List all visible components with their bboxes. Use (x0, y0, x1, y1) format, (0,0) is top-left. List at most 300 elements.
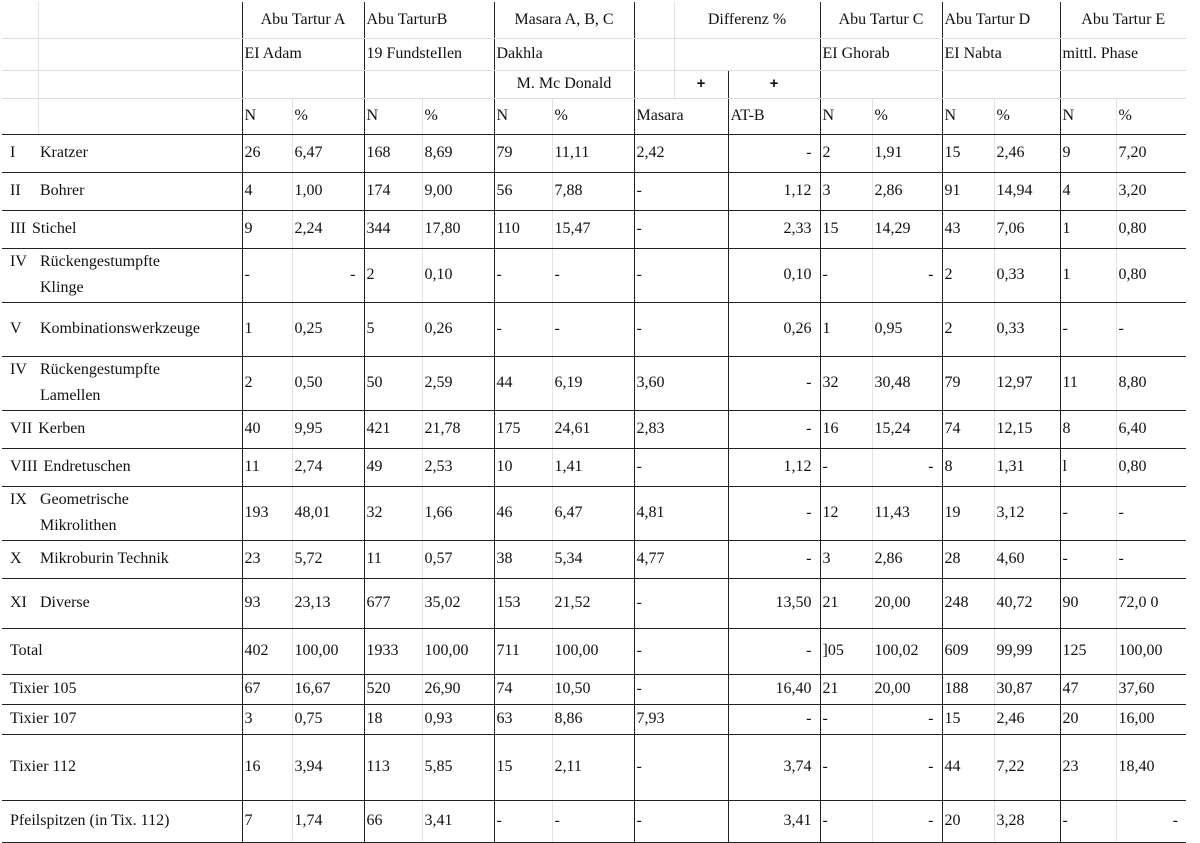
table-cell: - (634, 800, 728, 842)
row-label (2, 172, 242, 210)
table-cell: 174 (364, 172, 422, 210)
row-label (2, 134, 242, 172)
table-cell: - (634, 628, 728, 674)
table-cell: 24,61 (552, 410, 634, 448)
table-cell: 15,24 (872, 410, 942, 448)
table-cell: 7,06 (994, 210, 1060, 248)
header-cell-empty (38, 98, 242, 134)
table-cell: - (728, 704, 820, 734)
table-cell: 63 (494, 704, 552, 734)
table-cell: 16 (820, 410, 872, 448)
row-label-line (10, 550, 169, 567)
table-row (2, 302, 1186, 356)
table-cell: 23 (1060, 734, 1116, 800)
header-n: N (820, 98, 872, 134)
table-cell: - (1060, 800, 1116, 842)
header-cell-empty (2, 2, 38, 38)
table-cell: 125 (1060, 628, 1116, 674)
table-cell: 44 (494, 356, 552, 410)
header-n: N (942, 98, 994, 134)
header-site: Abu Tartur C (820, 2, 942, 38)
table-cell: 1 (1060, 210, 1116, 248)
table-cell: - (634, 578, 728, 628)
row-label-text: Rückengestumpfte (40, 253, 160, 270)
table-cell: 74 (494, 674, 552, 704)
row-label (2, 734, 242, 800)
table-cell: 13,50 (728, 578, 820, 628)
table-cell: 421 (364, 410, 422, 448)
table-cell: - (728, 134, 820, 172)
table-cell: 2,74 (292, 448, 364, 486)
header-cell-empty (242, 70, 364, 98)
table-cell: 40 (242, 410, 292, 448)
header-masara: Masara (634, 98, 728, 134)
table-cell: 4,60 (994, 540, 1060, 578)
row-label-line (10, 594, 90, 611)
row-label-text: Diverse (40, 594, 90, 611)
table-cell: 1,74 (292, 800, 364, 842)
table-cell: 7,20 (1116, 134, 1186, 172)
row-numeral: IV (10, 361, 27, 378)
table-cell: 6,47 (552, 486, 634, 540)
table-cell: 4,77 (634, 540, 728, 578)
table-cell: 2,86 (872, 540, 942, 578)
table-cell: 74 (942, 410, 994, 448)
table-cell: 153 (494, 578, 552, 628)
row-label-line (10, 710, 77, 727)
table-cell: 0,93 (422, 704, 494, 734)
table-cell: 38 (494, 540, 552, 578)
header-percent: % (422, 98, 494, 134)
table-cell: 26,90 (422, 674, 494, 704)
table-cell: 8 (1060, 410, 1116, 448)
header-row-3 (2, 70, 1186, 98)
table-cell: 10 (494, 448, 552, 486)
table-cell: 2,42 (634, 134, 728, 172)
table-cell: 28 (942, 540, 994, 578)
header-cell-empty (2, 70, 38, 98)
row-label-text: Tixier 105 (10, 680, 77, 697)
table-cell: 9 (1060, 134, 1116, 172)
row-label-line (10, 220, 76, 237)
table-cell: 17,80 (422, 210, 494, 248)
header-location: 19 FundsteIlen (364, 38, 494, 70)
row-label (2, 540, 242, 578)
table-cell: 66 (364, 800, 422, 842)
table-cell: - (1060, 486, 1116, 540)
table-cell: 0,10 (728, 248, 820, 302)
table-cell: 23,13 (292, 578, 364, 628)
table-cell: - (1060, 540, 1116, 578)
row-label-line (10, 144, 88, 161)
table-cell: - (820, 800, 872, 842)
table-cell: 5,72 (292, 540, 364, 578)
header-cell-empty (634, 38, 674, 70)
table-cell: 0,80 (1116, 448, 1186, 486)
table-cell: 14,29 (872, 210, 942, 248)
table-cell: 4 (1060, 172, 1116, 210)
table-cell: 6,47 (292, 134, 364, 172)
artifact-table (2, 2, 1186, 843)
table-cell: 0,25 (292, 302, 364, 356)
table-cell: 15 (820, 210, 872, 248)
table-cell: 30,48 (872, 356, 942, 410)
table-cell: 3 (820, 540, 872, 578)
table-cell: 5,34 (552, 540, 634, 578)
table-cell: 2,86 (872, 172, 942, 210)
header-location: mittl. Phase (1060, 38, 1186, 70)
table-row (2, 578, 1186, 628)
table-cell: 3,41 (728, 800, 820, 842)
table-cell: 6,19 (552, 356, 634, 410)
row-label-text: Pfeilspitzen (in Tix. 112) (10, 812, 170, 829)
table-cell: 3,74 (728, 734, 820, 800)
header-site: Abu Tartur D (942, 2, 1060, 38)
table-cell: - (494, 248, 552, 302)
row-numeral: IX (10, 491, 27, 508)
header-site: Abu Tartur E (1060, 2, 1186, 38)
table-cell: 72,0 0 (1116, 578, 1186, 628)
table-cell: 110 (494, 210, 552, 248)
table-cell: - (728, 628, 820, 674)
row-numeral: I (10, 144, 16, 161)
table-cell: 50 (364, 356, 422, 410)
table-cell: 1,31 (994, 448, 1060, 486)
table-row (2, 540, 1186, 578)
table-cell: - (634, 674, 728, 704)
row-label (2, 356, 242, 410)
table-cell: - (494, 302, 552, 356)
table-cell: 8,86 (552, 704, 634, 734)
row-label-line (10, 680, 77, 697)
row-label-continuation: Lamellen (40, 387, 101, 404)
row-label (2, 448, 242, 486)
table-row (2, 674, 1186, 704)
table-cell: 12,15 (994, 410, 1060, 448)
table-cell: 3,12 (994, 486, 1060, 540)
table-cell: 11 (1060, 356, 1116, 410)
header-location: EI Nabta (942, 38, 1060, 70)
row-label-line (10, 253, 160, 270)
table-cell: 344 (364, 210, 422, 248)
table-cell: 0,33 (994, 302, 1060, 356)
header-percent: % (552, 98, 634, 134)
table-cell: 3,41 (422, 800, 494, 842)
table-row (2, 486, 1186, 540)
table-row (2, 800, 1186, 842)
table-cell: 37,60 (1116, 674, 1186, 704)
table-cell: 0,95 (872, 302, 942, 356)
header-location: Dakhla (494, 38, 634, 70)
table-cell: - (242, 248, 292, 302)
table-cell: 4 (242, 172, 292, 210)
table-cell: 175 (494, 410, 552, 448)
table-cell: 12 (820, 486, 872, 540)
header-cell-empty (38, 70, 242, 98)
table-cell: 90 (1060, 578, 1116, 628)
table-row (2, 448, 1186, 486)
table-cell: 2,46 (994, 704, 1060, 734)
table-cell: - (728, 410, 820, 448)
row-label-line (10, 491, 129, 508)
row-label-line (10, 642, 43, 659)
row-label (2, 302, 242, 356)
table-cell: 11,43 (872, 486, 942, 540)
table-cell: 188 (942, 674, 994, 704)
table-cell: 3,20 (1116, 172, 1186, 210)
table-cell: 7,22 (994, 734, 1060, 800)
table-cell: 1,12 (728, 448, 820, 486)
table-cell: 21 (820, 578, 872, 628)
row-label (2, 210, 242, 248)
table-cell: 2,33 (728, 210, 820, 248)
table-cell: 79 (942, 356, 994, 410)
table-row (2, 210, 1186, 248)
row-numeral: XI (10, 594, 27, 611)
table-cell: 11,11 (552, 134, 634, 172)
table-cell: 16 (242, 734, 292, 800)
table-cell: 9 (242, 210, 292, 248)
row-label-line (10, 812, 169, 829)
table-cell: 8 (942, 448, 994, 486)
header-percent: % (872, 98, 942, 134)
table-cell: 32 (364, 486, 422, 540)
table-cell: 9,95 (292, 410, 364, 448)
table-cell: - (872, 248, 942, 302)
table-cell: 20 (1060, 704, 1116, 734)
row-numeral: IV (10, 253, 27, 270)
row-label-line (10, 758, 76, 775)
table-cell: 2,53 (422, 448, 494, 486)
row-numeral: II (10, 182, 21, 199)
table-cell: 2 (364, 248, 422, 302)
header-cell-empty (2, 38, 38, 70)
table-cell: 100,00 (292, 628, 364, 674)
row-label-text: Total (10, 642, 43, 659)
table-cell: - (820, 448, 872, 486)
table-cell: 18 (364, 704, 422, 734)
table-cell: 2,83 (634, 410, 728, 448)
table-cell: 20,00 (872, 578, 942, 628)
table-cell: 21,52 (552, 578, 634, 628)
table-cell: - (292, 248, 364, 302)
table-cell: 19 (942, 486, 994, 540)
table-cell: 2,46 (994, 134, 1060, 172)
table-cell: 100,00 (1116, 628, 1186, 674)
table-cell: 26 (242, 134, 292, 172)
header-plus-atb: + (728, 70, 820, 98)
table-cell: 193 (242, 486, 292, 540)
table-cell: 47 (1060, 674, 1116, 704)
table-cell: l (1060, 448, 1116, 486)
table-cell: 1,12 (728, 172, 820, 210)
table-cell: 2 (820, 134, 872, 172)
table-cell: 0,26 (422, 302, 494, 356)
row-label (2, 486, 242, 540)
table-cell: 93 (242, 578, 292, 628)
table-cell: 16,40 (728, 674, 820, 704)
table-cell: - (872, 800, 942, 842)
row-numeral: V (10, 320, 22, 337)
table-cell: 100,02 (872, 628, 942, 674)
table-cell: - (634, 248, 728, 302)
row-label (2, 674, 242, 704)
table-cell: - (1116, 800, 1186, 842)
table-row (2, 628, 1186, 674)
table-cell: 520 (364, 674, 422, 704)
header-percent: % (1116, 98, 1186, 134)
table-cell: 99,99 (994, 628, 1060, 674)
header-location: EI Adam (242, 38, 364, 70)
table-row (2, 410, 1186, 448)
header-percent: % (994, 98, 1060, 134)
table-cell: 1 (242, 302, 292, 356)
table-cell: 9,00 (422, 172, 494, 210)
table-cell: 0,75 (292, 704, 364, 734)
header-cell-empty (634, 70, 674, 98)
artifact-table-container (2, 2, 1186, 843)
table-cell: - (728, 540, 820, 578)
table-cell: 46 (494, 486, 552, 540)
header-row-1 (2, 2, 1186, 38)
row-label-line (10, 361, 160, 378)
table-cell: 0,26 (728, 302, 820, 356)
table-cell: - (634, 172, 728, 210)
table-cell: 16,00 (1116, 704, 1186, 734)
table-cell: 5,85 (422, 734, 494, 800)
row-numeral: X (10, 550, 22, 567)
table-cell: 6,40 (1116, 410, 1186, 448)
table-cell: 168 (364, 134, 422, 172)
header-cell-empty (674, 38, 820, 70)
table-cell: 32 (820, 356, 872, 410)
table-cell: ]05 (820, 628, 872, 674)
table-cell: 402 (242, 628, 292, 674)
row-label-line (10, 420, 85, 437)
table-cell: - (728, 356, 820, 410)
table-cell: 15 (942, 134, 994, 172)
table-cell: 91 (942, 172, 994, 210)
row-label-line (10, 182, 84, 199)
table-cell: 20,00 (872, 674, 942, 704)
header-site: Abu Tartur A (242, 2, 364, 38)
row-label (2, 248, 242, 302)
row-label (2, 578, 242, 628)
table-cell: 1933 (364, 628, 422, 674)
table-cell: - (872, 704, 942, 734)
table-cell: 7,88 (552, 172, 634, 210)
header-author: M. Mc Donald (494, 70, 634, 98)
table-cell: 1,66 (422, 486, 494, 540)
table-body (2, 134, 1186, 842)
table-cell: 15 (942, 704, 994, 734)
header-n: N (1060, 98, 1116, 134)
row-numeral: VII (10, 420, 33, 437)
table-cell: 7,93 (634, 704, 728, 734)
header-difference: Differenz % (674, 2, 820, 38)
header-cell-empty (364, 70, 494, 98)
row-label-text: Bohrer (40, 182, 85, 199)
table-cell: 35,02 (422, 578, 494, 628)
header-cell-empty (820, 70, 942, 98)
row-label-continuation: Klinge (40, 279, 84, 296)
table-cell: - (634, 734, 728, 800)
table-cell: 1,41 (552, 448, 634, 486)
table-cell: - (552, 800, 634, 842)
table-cell: 1 (1060, 248, 1116, 302)
table-cell: 10,50 (552, 674, 634, 704)
table-cell: 5 (364, 302, 422, 356)
table-cell: - (728, 486, 820, 540)
table-cell: 21 (820, 674, 872, 704)
header-cell-empty (2, 98, 38, 134)
table-cell: 48,01 (292, 486, 364, 540)
table-cell: 40,72 (994, 578, 1060, 628)
header-n: N (494, 98, 552, 134)
row-label-text: Tixier 112 (10, 758, 76, 775)
table-cell: 3,94 (292, 734, 364, 800)
row-label-text: Geometrische (40, 491, 129, 508)
table-cell: 4,81 (634, 486, 728, 540)
table-cell: - (820, 734, 872, 800)
table-cell: - (820, 704, 872, 734)
table-cell: 2,11 (552, 734, 634, 800)
table-row (2, 704, 1186, 734)
row-label-text: Endretuschen (43, 458, 131, 475)
table-cell: 711 (494, 628, 552, 674)
table-cell: 1,00 (292, 172, 364, 210)
header-cell-empty (634, 2, 674, 38)
table-cell: 11 (364, 540, 422, 578)
table-cell: 2,24 (292, 210, 364, 248)
table-cell: 30,87 (994, 674, 1060, 704)
table-cell: 43 (942, 210, 994, 248)
table-row (2, 172, 1186, 210)
table-cell: 56 (494, 172, 552, 210)
table-cell: - (820, 248, 872, 302)
row-label (2, 628, 242, 674)
row-label (2, 800, 242, 842)
table-cell: - (1116, 302, 1186, 356)
table-cell: 21,78 (422, 410, 494, 448)
header-row-2 (2, 38, 1186, 70)
table-cell: 3,60 (634, 356, 728, 410)
row-label-line (10, 458, 131, 475)
table-cell: 15 (494, 734, 552, 800)
row-label-text: Stichel (31, 220, 77, 237)
table-cell: 16,67 (292, 674, 364, 704)
table-row (2, 356, 1186, 410)
row-numeral: VIII (10, 458, 38, 475)
header-site: Abu TarturB (364, 2, 494, 38)
row-label-text: Tixier 107 (10, 710, 77, 727)
table-cell: 3 (242, 704, 292, 734)
header-site: Masara A, B, C (494, 2, 634, 38)
row-label-continuation: Mikrolithen (40, 517, 117, 534)
table-row (2, 248, 1186, 302)
table-cell: - (494, 800, 552, 842)
table-cell: 67 (242, 674, 292, 704)
table-cell: 1,91 (872, 134, 942, 172)
header-atb: AT-B (728, 98, 820, 134)
header-plus-masara: + (674, 70, 728, 98)
row-label-text: Rückengestumpfte (40, 361, 160, 378)
table-cell: 100,00 (552, 628, 634, 674)
table-cell: - (1116, 540, 1186, 578)
table-cell: 44 (942, 734, 994, 800)
table-cell: 2 (242, 356, 292, 410)
table-cell: 7 (242, 800, 292, 842)
